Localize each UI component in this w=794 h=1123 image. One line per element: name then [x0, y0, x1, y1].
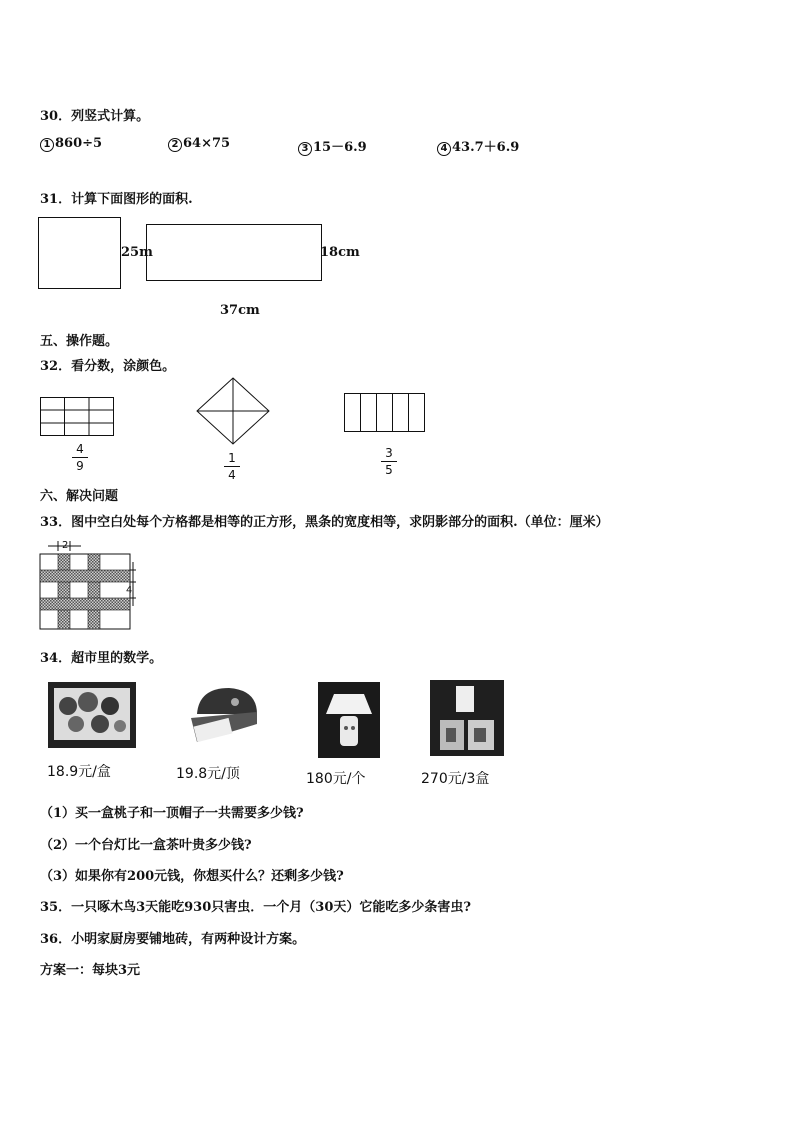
fraction-denominator: 5 — [385, 463, 393, 477]
q30-title: 30．列竖式计算。 — [40, 109, 150, 124]
q36-plan-1: 方案一：每块3元 — [40, 963, 141, 978]
fraction-denominator: 4 — [228, 468, 236, 482]
circled-number: 1 — [40, 138, 54, 152]
fraction-1-4 — [222, 451, 242, 482]
fraction-3-5 — [379, 446, 399, 477]
rectangle-figure — [146, 224, 322, 281]
q34-title: 34．超市里的数学。 — [40, 651, 163, 666]
tea-box-photo — [430, 680, 504, 756]
q30-expr: 15－6.9 — [313, 140, 367, 155]
fraction-numerator: 4 — [76, 442, 84, 456]
q30-item-4 — [437, 136, 519, 156]
grid-3x3-figure — [40, 397, 114, 437]
circled-number: 4 — [437, 142, 451, 156]
q30-item-2 — [168, 136, 230, 152]
stripe-width-label: 2 — [62, 540, 69, 551]
price-peach-box: 18.9元/盒 — [47, 764, 111, 780]
q34-sub-2: （2）一个台灯比一盒茶叶贵多少钱? — [40, 838, 252, 853]
q31-title: 31．计算下面图形的面积. — [40, 192, 193, 207]
diamond-figure — [197, 378, 269, 444]
section-6-heading: 六、解决问题 — [40, 489, 119, 504]
fraction-denominator: 9 — [76, 459, 84, 473]
q30-expr: 860÷5 — [55, 136, 103, 151]
q34-sub-1: （1）买一盒桃子和一顶帽子一共需要多少钱? — [40, 806, 304, 821]
fraction-numerator: 1 — [228, 451, 236, 465]
square-figure — [38, 217, 121, 289]
price-cap: 19.8元/顶 — [176, 766, 240, 782]
peach-box-photo — [48, 682, 136, 748]
q32-title: 32．看分数，涂颜色。 — [40, 359, 176, 374]
shaded-grid-figure — [38, 540, 138, 632]
bar-5-parts-figure — [344, 393, 426, 433]
price-lamp: 180元/个 — [306, 771, 366, 787]
rectangle-height-label: 18cm — [320, 245, 360, 260]
circled-number: 2 — [168, 138, 182, 152]
price-tea-box: 270元/3盒 — [421, 771, 490, 787]
fraction-numerator: 3 — [385, 446, 393, 460]
q30-expr: 64×75 — [183, 136, 231, 151]
q30-item-3 — [298, 136, 367, 156]
circled-number: 3 — [298, 142, 312, 156]
section-5-heading: 五、操作题。 — [40, 334, 119, 349]
square-side-label: 4 — [126, 585, 133, 596]
fraction-4-9 — [70, 442, 90, 473]
lamp-photo — [318, 682, 380, 758]
cap-photo — [183, 684, 265, 746]
square-side-label: 25m — [121, 245, 153, 260]
q36-title: 36．小明家厨房要铺地砖，有两种设计方案。 — [40, 932, 306, 947]
q35-title: 35．一只啄木鸟3天能吃930只害虫．一个月（30天）它能吃多少条害虫? — [40, 900, 471, 915]
q30-expr: 43.7＋6.9 — [452, 140, 520, 155]
q33-title: 33．图中空白处每个方格都是相等的正方形，黑条的宽度相等，求阴影部分的面积.（单位：厘米） — [40, 515, 609, 530]
q30-item-1 — [40, 136, 102, 152]
q34-sub-3: （3）如果你有200元钱，你想买什么？还剩多少钱? — [40, 869, 344, 884]
rectangle-width-label: 37cm — [220, 303, 260, 318]
